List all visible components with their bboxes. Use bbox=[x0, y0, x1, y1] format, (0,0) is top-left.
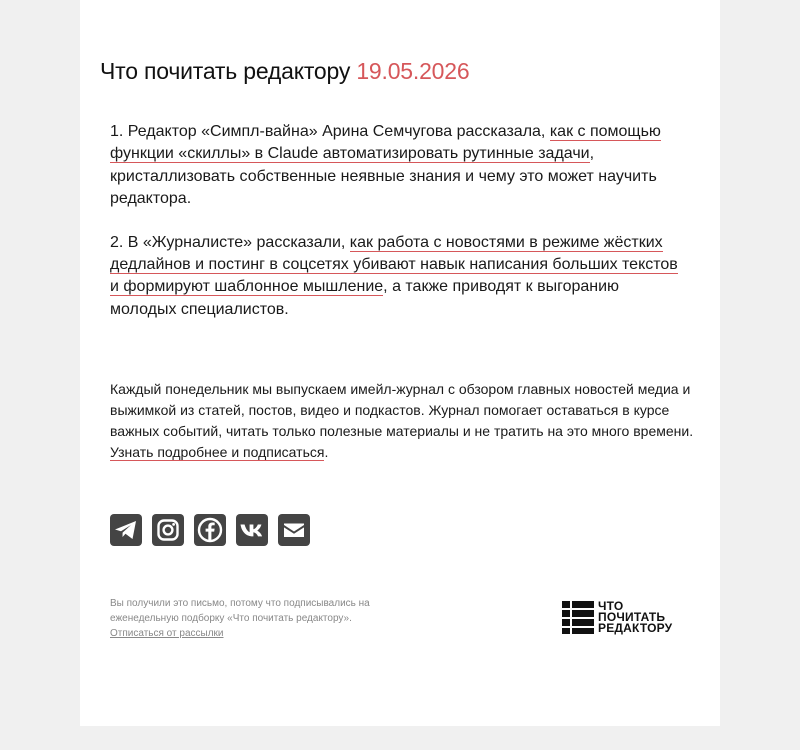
facebook-icon[interactable] bbox=[194, 514, 226, 546]
footer-reason: Вы получили это письмо, потому что подписывались на еженедельную подборку «Что почитать редактору». bbox=[110, 598, 370, 624]
news-item-1-suffix: , кристаллизовать собственные неявные знания и чему это может научить редактора. bbox=[110, 145, 657, 208]
news-item-2-prefix: 2. В «Журналисте» рассказали, bbox=[110, 233, 350, 251]
title-text: Что почитать редактору bbox=[100, 58, 351, 84]
about-end: . bbox=[324, 444, 329, 460]
vk-icon[interactable] bbox=[236, 514, 268, 546]
logo-line-2: ПОЧИТАТЬ bbox=[598, 610, 666, 624]
telegram-icon[interactable] bbox=[110, 514, 142, 546]
brand-logo bbox=[562, 601, 672, 634]
news-item-1 bbox=[110, 121, 682, 211]
logo-mark-icon bbox=[562, 601, 594, 634]
social-links bbox=[110, 514, 310, 546]
subscribe-link[interactable]: Узнать подробнее и подписаться bbox=[110, 444, 325, 460]
about-paragraph bbox=[110, 379, 695, 463]
news-item-2 bbox=[110, 232, 682, 322]
logo-wordmark bbox=[598, 601, 672, 634]
news-list bbox=[110, 121, 682, 342]
logo-line-3: РЕДАКТОРУ bbox=[598, 621, 673, 635]
about-text: Каждый понедельник мы выпускаем имейл-журнал с обзором главных новостей медиа и выжимкой из статей, постов, видео и подкастов. Журнал помогает оставаться в курсе важных событий, читать только полезные материалы и не тратить на это много времени. bbox=[110, 381, 694, 439]
news-item-1-prefix: 1. Редактор «Симпл-вайна» Арина Семчугова рассказала, bbox=[110, 123, 550, 140]
page-title bbox=[100, 58, 469, 85]
issue-date: 19.05.2026 bbox=[356, 58, 470, 84]
news-item-2-suffix: , а также приводят к выгоранию молодых специалистов. bbox=[110, 278, 620, 318]
news-item-2-link[interactable]: как работа с новостями в режиме жёстких дедлайнов и постинг в соцсетях убивают навык написания больших текстов и формируют шаблонное мышление bbox=[110, 233, 678, 296]
instagram-icon[interactable] bbox=[152, 514, 184, 546]
footer-note bbox=[110, 596, 400, 641]
email-icon[interactable] bbox=[278, 514, 310, 546]
logo-line-1: ЧТО bbox=[598, 599, 624, 613]
news-item-1-link[interactable]: как с помощью функции «скиллы» в Claude автоматизировать рутинные задачи bbox=[110, 123, 661, 163]
email-sheet bbox=[80, 0, 720, 726]
unsubscribe-link[interactable]: Отписаться от рассылки bbox=[110, 628, 224, 639]
